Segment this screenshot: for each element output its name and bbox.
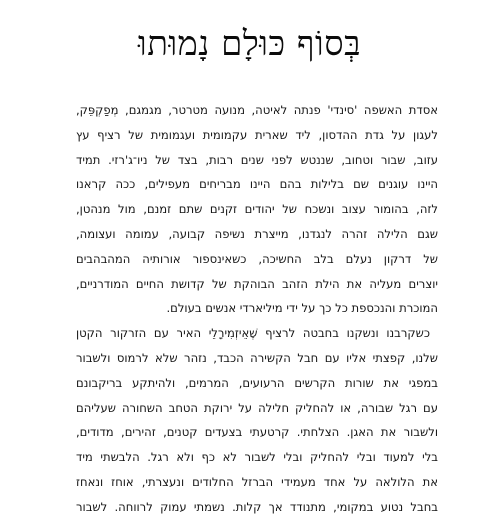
text-line: את הלולאה על אחד מעמידי הברזל החלודים ונעצרתי, אוחז ונאחז	[76, 474, 438, 489]
text-line: אסדת האשפה 'סינדי' פנתה לאיטה, מנועה מטרטר, מגמגם, מְפַקְפֵּק,	[76, 103, 438, 117]
text-line: בחבל נטוע במקומי, מתנודד אך קלות. נשמתי עמוק לרווחה. לשבור	[76, 499, 438, 514]
body-paragraph	[76, 98, 438, 520]
text-line: יוצרים מעליה את הילת הזהב הבוהקת של קדושת החיים המודרניים,	[76, 276, 438, 291]
text-line: לעגון על גדת ההדסון, ליד שארית עקמומית ועגמומית של רציף עץ	[76, 127, 438, 142]
text-line: כשקרבנו ונשקנו בחבטה לרציף שֶׁאֵיזְמִירָלֵי האיר עם הזרקור הקטן	[76, 326, 430, 341]
text-line: שלנו, קפצתי אליו עם חבל הקשירה הכבד, נזהר שלא לרמוס ולשבור	[76, 350, 438, 365]
text-line: היינו עוגנים שם בלילות בהם היינו מבריחים מעפילים, ככה קראנו	[76, 177, 438, 192]
text-line: במפגי את שורות הקרשים הרעועים, המרמים, ולהיתקע בריקבונם	[76, 375, 438, 390]
text-line: בלי למעוד ובלי להחליק ובלי לשבור לא כף ולא רגל. הלבשתי מיד	[76, 450, 438, 465]
text-line: שגם הלילה זהרה לנגדנו, מייצרת נשיפה קבועה, עמומה ועצומה,	[76, 226, 438, 241]
text-line: של דרקון נעלם בלב החשיכה, כשאינספור אורותיה המהבהבים	[76, 251, 438, 266]
text-line: ולשבור את האגן. הצלחתי. קרטעתי בצעדים קטנים, זהירים, מדודים,	[76, 425, 438, 440]
text-line: לזה, בהומור עצוב ונשכח של יהודים זקנים שתם זמנם, מול מנהטן,	[76, 202, 438, 217]
text-line: המוכרת והנכספת כל כך על ידי מיליארדי אנשים בעולם.	[166, 301, 438, 316]
document-title: בְּסוֹף כּוּלָם נָמוּתוּ	[138, 24, 361, 64]
text-line: עזוב, שבור וטחוב, שננטש לפני שנים רבות, בצד של ניו־ג'רזי. תמיד	[76, 152, 438, 167]
text-line: עם רגל שבורה, או להחליק חלילה על ירוקת הטחב השחורה שעליהם	[76, 400, 438, 415]
